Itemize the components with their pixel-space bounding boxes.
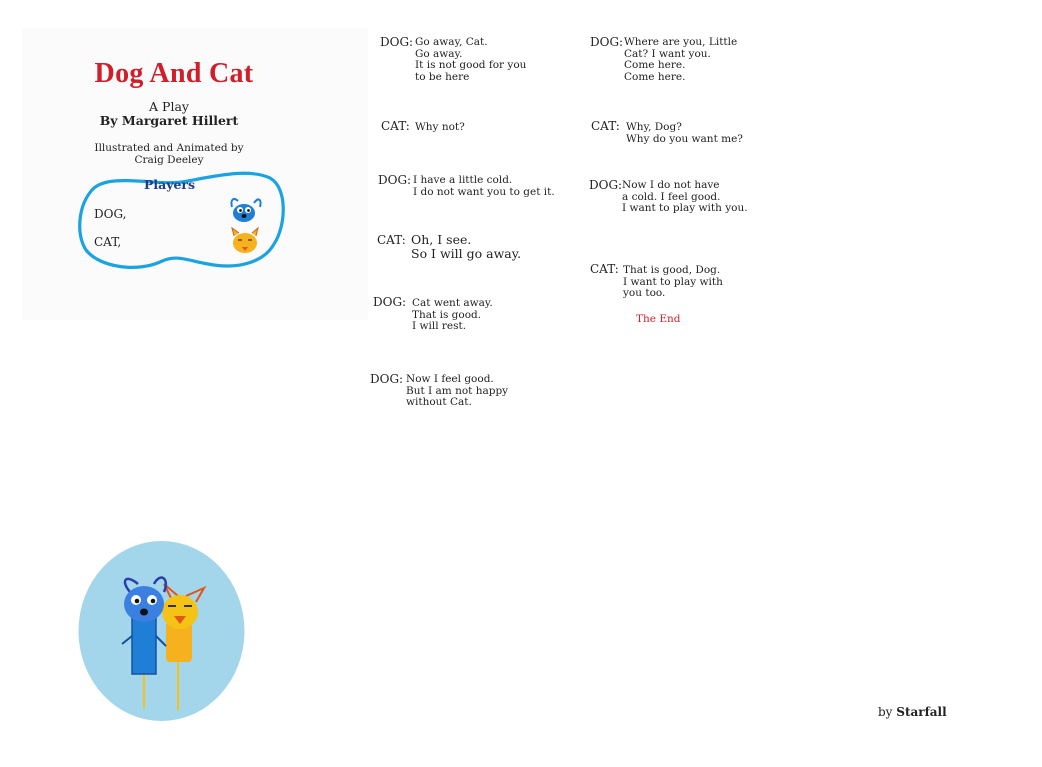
- dialogue-line: Why not?: [415, 121, 465, 133]
- dialogue-line: It is not good for you: [415, 59, 527, 71]
- dialogue-line: Come here.: [624, 59, 686, 71]
- dialogue-line: I will rest.: [412, 320, 467, 332]
- speaker-label: DOG:: [590, 35, 624, 49]
- dialogue-line: Why do you want me?: [626, 132, 743, 145]
- dialogue-line: Now I feel good.: [406, 373, 494, 385]
- speaker-label: CAT:: [590, 262, 619, 276]
- speaker-label: DOG:: [378, 173, 412, 187]
- dog-and-cat-illustration: [78, 540, 245, 722]
- dialogue-line: Where are you, Little: [624, 36, 738, 48]
- dialogue-line: Come here.: [624, 70, 686, 83]
- credit-prefix: by: [878, 705, 893, 719]
- dialogue-line: So I will go away.: [411, 246, 522, 261]
- speaker-label: DOG:: [380, 35, 414, 49]
- dialogue-line: a cold. I feel good.: [622, 190, 721, 203]
- dialogue-line: I want to play with: [623, 275, 723, 288]
- dialogue-line: to be here: [415, 70, 470, 83]
- illustrator-credit: [0, 142, 338, 166]
- dialogue-line: That is good, Dog.: [623, 264, 721, 276]
- dialogue-line: without Cat.: [406, 396, 472, 408]
- subtitle-block: [0, 100, 338, 128]
- speaker-label: DOG:: [589, 178, 623, 192]
- speaker-label: DOG:: [373, 295, 407, 309]
- dialogue-line: Now I do not have: [622, 179, 720, 191]
- player-cat-label: CAT,: [94, 235, 122, 249]
- dialogue-line: Why, Dog?: [626, 121, 682, 133]
- dialogue-line: Oh, I see.: [411, 232, 472, 247]
- credit-name: Starfall: [896, 705, 947, 719]
- players-heading: Players: [143, 177, 196, 192]
- speaker-label: CAT:: [377, 233, 406, 247]
- illustrator-line-2: Craig Deeley: [134, 154, 204, 166]
- dialogue-line: I do not want you to get it.: [413, 185, 555, 198]
- dialogue-line: I have a little cold.: [413, 174, 513, 186]
- dialogue-line: Cat went away.: [412, 297, 493, 309]
- dialogue-line: Go away, Cat.: [415, 36, 488, 48]
- speaker-label: CAT:: [381, 119, 410, 133]
- dialogue-line: Cat? I want you.: [624, 47, 711, 60]
- dialogue-line: I want to play with you.: [622, 202, 748, 214]
- speaker-label: CAT:: [591, 119, 620, 133]
- illustrator-line-1: Illustrated and Animated by: [94, 142, 244, 154]
- dialogue-line: you too.: [623, 287, 666, 299]
- author-line: By Margaret Hillert: [99, 113, 239, 128]
- player-dog-label: DOG,: [94, 207, 127, 221]
- credit-line: [878, 705, 947, 719]
- the-end-label: The End: [636, 313, 681, 325]
- cat-face-icon: [226, 226, 264, 256]
- play-title: Dog And Cat: [94, 58, 254, 89]
- dialogue-line: That is good.: [412, 308, 482, 321]
- dialogue-line: But I am not happy: [406, 384, 509, 397]
- dialogue-line: Go away.: [415, 47, 463, 60]
- play-subtitle: A Play: [149, 99, 189, 114]
- speaker-label: DOG:: [370, 372, 404, 386]
- dog-face-icon: [224, 193, 266, 225]
